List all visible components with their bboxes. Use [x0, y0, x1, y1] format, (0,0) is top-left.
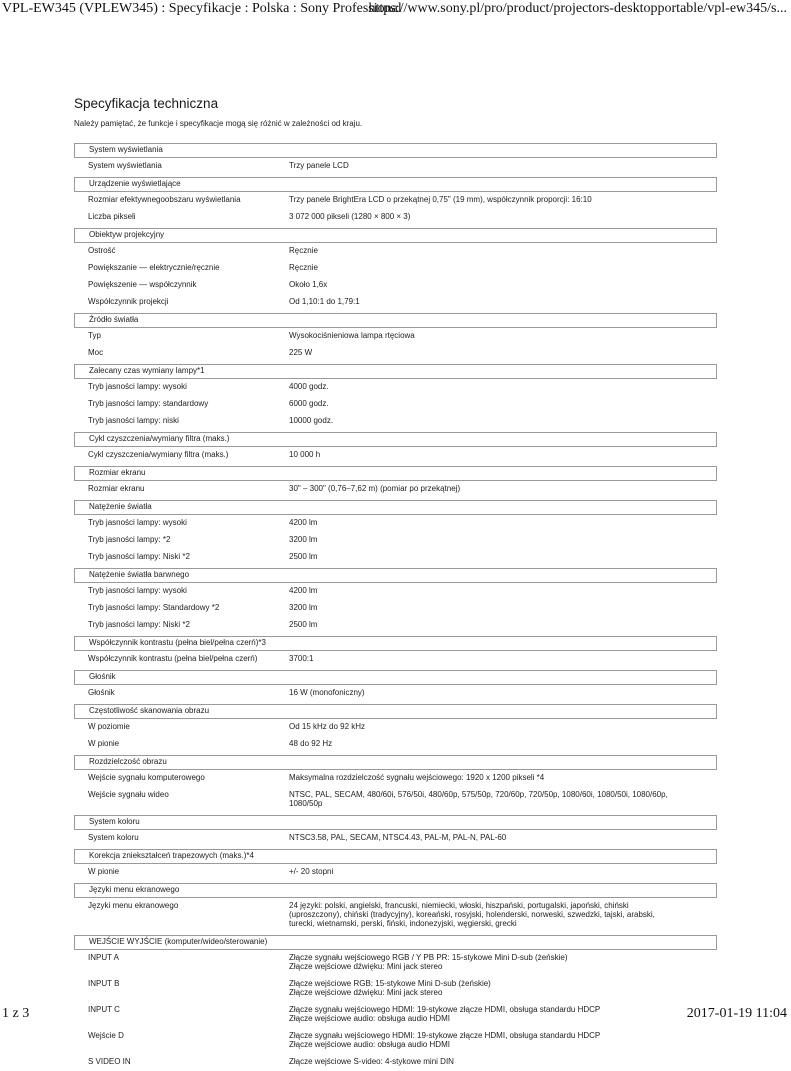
spec-value-line: 16 W (monofoniczny) [289, 688, 365, 697]
spec-row [74, 950, 717, 976]
spec-value [289, 450, 719, 459]
section-header: System wyświetlania [74, 143, 717, 158]
spec-value-line: Trzy panele BrightEra LCD o przekątnej 0,75" (19 mm), współczynnik proporcji: 16:10 [289, 195, 592, 204]
spec-label: System wyświetlania [88, 161, 162, 170]
spec-value-line: Około 1,6x [289, 280, 328, 289]
spec-value-line: 2500 lm [289, 620, 318, 629]
spec-label: Typ [88, 331, 101, 340]
print-header-title: VPL-EW345 (VPLEW345) : Specyfikacje : Polska : Sony Professional [2, 1, 402, 16]
spec-value [289, 790, 719, 808]
spec-label: INPUT C [88, 1005, 120, 1014]
spec-value [289, 603, 719, 612]
spec-value [289, 195, 719, 204]
spec-row [74, 277, 717, 294]
spec-value-line: (uproszczony), chiński (tradycyjny), koreański, rosyjski, holenderski, norweski, szwedzki, tajski, arabski, [289, 910, 655, 919]
spec-row [74, 685, 717, 702]
spec-label: W poziomie [88, 722, 130, 731]
spec-value [289, 246, 719, 255]
spec-row [74, 830, 717, 847]
spec-row [74, 719, 717, 736]
section-header: Natężenie światła [74, 500, 717, 515]
section-header: WEJŚCIE WYJŚCIE (komputer/wideo/sterowanie) [74, 935, 717, 950]
spec-value-line: 3700:1 [289, 654, 314, 663]
spec-label: W pionie [88, 867, 120, 876]
spec-value-line: 4200 lm [289, 586, 318, 595]
section-header: Rozmiar ekranu [74, 466, 717, 481]
spec-value-line: 10000 godz. [289, 416, 334, 425]
spec-label: W pionie [88, 739, 120, 748]
spec-value-line: 4000 godz. [289, 382, 329, 391]
section-header: Natężenie światła barwnego [74, 568, 717, 583]
spec-value [289, 1057, 719, 1066]
spec-value [289, 953, 719, 971]
spec-value-line: 3 072 000 pikseli (1280 × 800 × 3) [289, 212, 411, 221]
spec-value-line: 48 do 92 Hz [289, 739, 333, 748]
spec-row [74, 481, 717, 498]
spec-row [74, 396, 717, 413]
spec-label: Powiększanie — elektrycznie/ręcznie [88, 263, 220, 272]
section-header: Częstotliwość skanowania obrazu [74, 704, 717, 719]
section-header: Głośnik [74, 670, 717, 685]
spec-value [289, 212, 719, 221]
spec-value-line: Złącze wejściowe dźwięku: Mini jack stereo [289, 988, 443, 997]
spec-row [74, 294, 717, 311]
spec-value [289, 518, 719, 527]
spec-row [74, 1054, 717, 1071]
spec-value [289, 416, 719, 425]
spec-label: Moc [88, 348, 104, 357]
page-number: 1 z 3 [2, 1006, 30, 1021]
spec-value-line: Od 1,10:1 do 1,79:1 [289, 297, 360, 306]
spec-value-line: NTSC, PAL, SECAM, 480/60i, 576/50i, 480/60p, 575/50p, 720/60p, 720/50p, 1080/60i, 1080/50i, 1080/60p, [289, 790, 668, 799]
spec-value [289, 263, 719, 272]
spec-row [74, 600, 717, 617]
spec-label: S VIDEO IN [88, 1057, 131, 1066]
spec-label: Tryb jasności lampy: Standardowy *2 [88, 603, 220, 612]
spec-value [289, 867, 719, 876]
section-header: Cykl czyszczenia/wymiany filtra (maks.) [74, 432, 717, 447]
spec-value-line: 10 000 h [289, 450, 321, 459]
spec-row [74, 532, 717, 549]
spec-label: Liczba pikseli [88, 212, 136, 221]
print-header-url: https://www.sony.pl/pro/product/projectors-desktopportable/vpl-ew345/s... [368, 1, 787, 16]
spec-row [74, 158, 717, 175]
spec-row [74, 583, 717, 600]
spec-value [289, 297, 719, 306]
spec-row [74, 770, 717, 787]
spec-value [289, 535, 719, 544]
spec-value-line: 6000 godz. [289, 399, 329, 408]
print-footer [0, 1004, 791, 1024]
spec-label: Wejście sygnału komputerowego [88, 773, 205, 782]
spec-label: Współczynnik projekcji [88, 297, 169, 306]
spec-value-line: 1080/50p [289, 799, 323, 808]
page-title: Specyfikacja techniczna [74, 96, 219, 111]
spec-value [289, 620, 719, 629]
spec-value [289, 382, 719, 391]
spec-value-line: Od 15 kHz do 92 kHz [289, 722, 366, 731]
spec-value [289, 331, 719, 340]
spec-label: Powiększenie — współczynnik [88, 280, 197, 289]
spec-label: Rozmiar efektywnegoobszaru wyświetlania [88, 195, 241, 204]
spec-label: Cykl czyszczenia/wymiany filtra (maks.) [88, 450, 229, 459]
section-header: System koloru [74, 815, 717, 830]
spec-row [74, 617, 717, 634]
spec-value-line: 2500 lm [289, 552, 318, 561]
spec-row [74, 192, 717, 209]
spec-label: Tryb jasności lampy: Niski *2 [88, 620, 190, 629]
spec-value [289, 161, 719, 170]
spec-label: Tryb jasności lampy: wysoki [88, 518, 187, 527]
spec-label: Tryb jasności lampy: Niski *2 [88, 552, 190, 561]
spec-value [289, 739, 719, 748]
spec-value-line: Złącze sygnału wejściowego HDMI: 19-stykowe złącze HDMI, obsługa standardu HDCP [289, 1005, 601, 1014]
spec-value [289, 654, 719, 663]
spec-label: Tryb jasności lampy: wysoki [88, 382, 187, 391]
section-header: Języki menu ekranowego [74, 883, 717, 898]
spec-value-line: 225 W [289, 348, 313, 357]
spec-value [289, 979, 719, 997]
spec-label: INPUT B [88, 979, 120, 988]
spec-value-line: Trzy panele LCD [289, 161, 349, 170]
spec-value-line: Złącze sygnału wejściowego HDMI: 19-stykowe złącze HDMI, obsługa standardu HDCP [289, 1031, 601, 1040]
spec-value [289, 484, 719, 493]
spec-value-line: 4200 lm [289, 518, 318, 527]
spec-row [74, 447, 717, 464]
print-datetime: 2017-01-19 11:04 [686, 1006, 787, 1021]
spec-label: System koloru [88, 833, 139, 842]
spec-label: INPUT A [88, 953, 119, 962]
spec-value-line: Złącze wejściowe RGB: 15-stykowe Mini D-sub (żeńskie) [289, 979, 491, 988]
spec-label: Tryb jasności lampy: standardowy [88, 399, 209, 408]
spec-value-line: NTSC3.58, PAL, SECAM, NTSC4.43, PAL-M, PAL-N, PAL-60 [289, 833, 507, 842]
spec-value-line: +/- 20 stopni [289, 867, 334, 876]
spec-value-line: 24 języki: polski, angielski, francuski, niemiecki, włoski, hiszpański, portugalski, japoński, chiński [289, 901, 629, 910]
spec-table [74, 141, 717, 1071]
spec-label: Tryb jasności lampy: *2 [88, 535, 171, 544]
spec-value-line: Złącze sygnału wejściowego RGB / Y PB PR: 15-stykowe Mini D-sub (żeńskie) [289, 953, 568, 962]
disclaimer: Należy pamiętać, że funkcje i specyfikacje mogą się różnić w zależności od kraju. [74, 119, 363, 128]
spec-row [74, 515, 717, 532]
spec-value [289, 1031, 719, 1049]
spec-row [74, 328, 717, 345]
spec-value-line: Złącze wejściowe audio: obsługa audio HDMI [289, 1040, 450, 1049]
spec-label: Tryb jasności lampy: niski [88, 416, 179, 425]
section-header: Urządzenie wyświetlające [74, 177, 717, 192]
spec-value [289, 688, 719, 697]
spec-label: Wejście sygnału wideo [88, 790, 169, 799]
spec-value-line: Wysokociśnieniowa lampa rtęciowa [289, 331, 415, 340]
section-header: Obiektyw projekcyjny [74, 228, 717, 243]
spec-row [74, 260, 717, 277]
spec-value-line: 3200 lm [289, 535, 318, 544]
spec-row [74, 787, 717, 813]
spec-row [74, 243, 717, 260]
spec-value [289, 833, 719, 842]
spec-row [74, 1028, 717, 1054]
spec-label: Wejście D [88, 1031, 124, 1040]
spec-label: Rozmiar ekranu [88, 484, 145, 493]
section-header: Współczynnik kontrastu (pełna biel/pełna czerń)*3 [74, 636, 717, 651]
spec-value [289, 280, 719, 289]
spec-row [74, 209, 717, 226]
spec-row [74, 898, 717, 933]
section-header: Źródło światła [74, 313, 717, 328]
section-header: Korekcja zniekształceń trapezowych (maks.)*4 [74, 849, 717, 864]
spec-value-line: Złącze wejściowe audio: obsługa audio HDMI [289, 1014, 450, 1023]
spec-row [74, 379, 717, 396]
spec-value-line: Maksymalna rozdzielczość sygnału wejściowego: 1920 x 1200 pikseli *4 [289, 773, 545, 782]
spec-label: Języki menu ekranowego [88, 901, 179, 910]
spec-row [74, 549, 717, 566]
spec-value [289, 552, 719, 561]
spec-value [289, 586, 719, 595]
spec-label: Głośnik [88, 688, 115, 697]
spec-label: Ostrość [88, 246, 116, 255]
spec-value-line: Ręcznie [289, 246, 318, 255]
spec-label: Tryb jasności lampy: wysoki [88, 586, 187, 595]
spec-row [74, 736, 717, 753]
spec-value-line: Złącze wejściowe dźwięku: Mini jack stereo [289, 962, 443, 971]
spec-value [289, 773, 719, 782]
spec-label: Współczynnik kontrastu (pełna biel/pełna czerń) [88, 654, 258, 663]
spec-row [74, 864, 717, 881]
spec-value-line: Ręcznie [289, 263, 318, 272]
spec-row [74, 345, 717, 362]
spec-value-line: 3200 lm [289, 603, 318, 612]
spec-row [74, 976, 717, 1002]
section-header: Rozdzielczość obrazu [74, 755, 717, 770]
spec-value [289, 399, 719, 408]
spec-value-line: Złącze wejściowe S-video: 4-stykowe mini DIN [289, 1057, 454, 1066]
spec-value [289, 348, 719, 357]
spec-value-line: turecki, wietnamski, perski, fiński, indonezyjski, węgierski, grecki [289, 919, 517, 928]
spec-row [74, 413, 717, 430]
section-header: Zalecany czas wymiany lampy*1 [74, 364, 717, 379]
spec-value [289, 722, 719, 731]
spec-value-line: 30" – 300" (0,76–7,62 m) (pomiar po przekątnej) [289, 484, 461, 493]
spec-value [289, 901, 719, 928]
print-header [0, 0, 791, 20]
spec-row [74, 651, 717, 668]
